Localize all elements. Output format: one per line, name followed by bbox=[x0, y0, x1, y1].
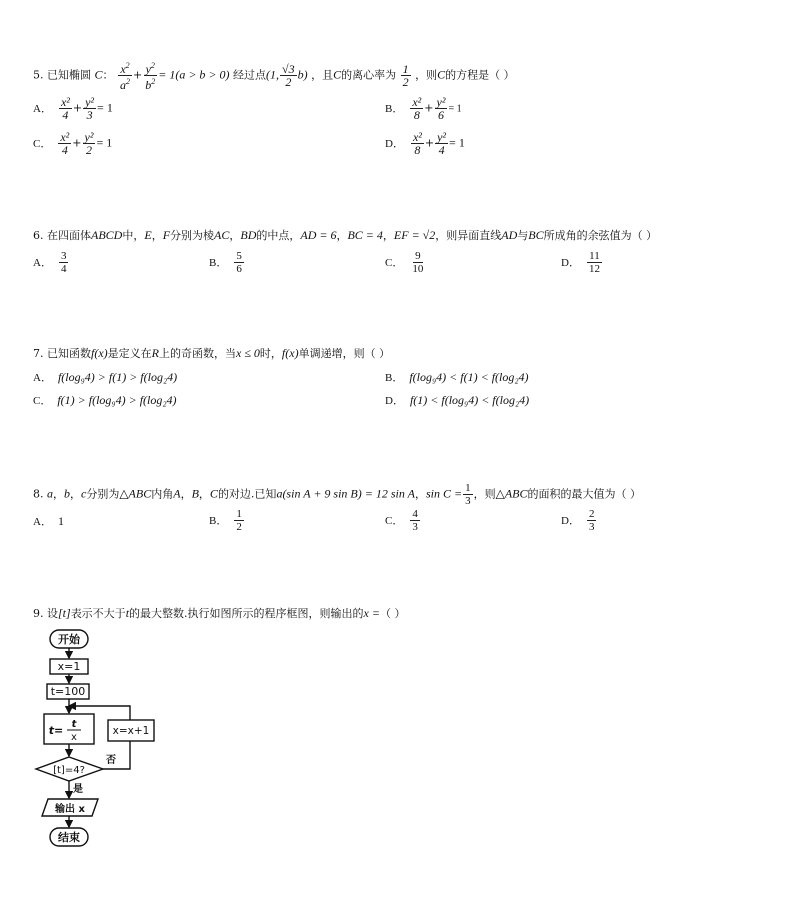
q7-option-a[interactable]: A． f(log₉4) > f(1) > f(log₂4) bbox=[33, 370, 178, 384]
option-label: A． bbox=[33, 102, 52, 115]
q8-stem: 8. a，b，c分别为△ABC内角A，B，C的对边.已知a(sin A + 9 sin B) = 12 sin A，sin C = $\frac{1}{3}$ ，则△ABC的面积的最大值为（ ） bbox=[33, 482, 641, 507]
option-label: D． bbox=[385, 137, 404, 150]
q6-option-d[interactable]: D． $\frac{11}{12}$ bbox=[561, 250, 600, 275]
q7-stem: 7. 已知函数f(x)是定义在R上的奇函数，当x ≤ 0时，f(x)单调递增，则（ ） bbox=[33, 346, 391, 360]
q5-option-d[interactable]: D． $\frac{\text{x²}}{8}$ + $\frac{\text{y²}}{4}$ = 1 bbox=[385, 130, 465, 157]
option-label: B． bbox=[385, 102, 404, 115]
q5-stem-text-b: 经过点 bbox=[233, 68, 267, 82]
q8-option-b[interactable]: B． $\frac{1}{2}$ bbox=[209, 508, 242, 533]
q8-option-d[interactable]: D． $\frac{2}{3}$ bbox=[561, 508, 595, 533]
q5-stem-text-c: ，且 bbox=[311, 68, 334, 82]
q5-option-b[interactable]: B． $\frac{\text{x²}}{8}$ + $\frac{\text{y²}}{6}$ = 1 bbox=[385, 95, 462, 122]
q8-option-a[interactable]: A． 1 bbox=[33, 514, 64, 528]
q5-ellipse-var-3: C bbox=[437, 67, 446, 82]
q6-option-b[interactable]: B． $\frac{5}{6}$ bbox=[209, 250, 242, 275]
q5-ellipse-var-2: C bbox=[333, 67, 342, 82]
q6-tetra: ABCD bbox=[91, 228, 123, 242]
q5-stem-text-e: 的方程是（ ） bbox=[445, 68, 515, 82]
q7-option-c[interactable]: C． f(1) > f(log₉4) > f(log₂4) bbox=[33, 393, 177, 407]
flow-init-x-label: x=1 bbox=[57, 660, 81, 673]
q5-ellipse-frac-y: $\frac{y^2}{b^2}$ bbox=[145, 61, 156, 92]
q5-point-frac: $\frac{√3}{2}$ bbox=[282, 62, 295, 89]
q5-stem: 5. 已知椭圆 C： $\frac{x^2}{a^2}$ + $\frac{y^2}{b^2}$ = 1(a > b > 0) 经过点(1, $\frac{√3}{2}$ b) ，且C的离心率为 $\frac{1}{2}$ ，则C的方程是（ ） bbox=[33, 61, 515, 92]
option-label: C． bbox=[33, 137, 52, 150]
flow-assign-lhs: t= bbox=[48, 724, 64, 737]
flow-decision-label: [t]=4? bbox=[53, 765, 85, 776]
q5-option-a[interactable]: A． $\frac{\text{x²}}{4}$ + $\frac{\text{y²}}{3}$ = 1 bbox=[33, 95, 113, 122]
q5-ellipse-eq-tail: = 1(a > b > 0) bbox=[158, 67, 230, 82]
q6-stem: 6. 在四面体ABCD中，E，F分别为棱AC，BD的中点，AD = 6，BC = 4，EF = √2，则异面直线AD与BC所成角的余弦值为（ ） bbox=[33, 228, 658, 242]
flow-init-t-label: t=100 bbox=[50, 685, 86, 698]
q7-option-d[interactable]: D． f(1) < f(log₉4) < f(log₂4) bbox=[385, 393, 530, 407]
flow-start-label: 开始 bbox=[58, 633, 80, 646]
flow-end-label: 结束 bbox=[58, 831, 80, 844]
q5-stem-text-a: 5. 已知椭圆 bbox=[33, 68, 91, 82]
flow-assign-den: x bbox=[71, 732, 77, 743]
q8-option-c[interactable]: C． $\frac{4}{3}$ bbox=[385, 508, 418, 533]
q7-option-b[interactable]: B． f(log₉4) < f(1) < f(log₂4) bbox=[385, 370, 529, 384]
q9-stem: 9. 设[t]表示不大于t的最大整数.执行如图所示的程序框图，则输出的x =（ ） bbox=[33, 606, 406, 620]
q5-option-c[interactable]: C． $\frac{\text{x²}}{4}$ + $\frac{\text{y²}}{2}$ = 1 bbox=[33, 130, 113, 157]
q5-stem-text-d: ，则 bbox=[415, 68, 438, 82]
flow-no-label: 否 bbox=[106, 755, 116, 766]
q5-ellipse-var: C bbox=[94, 67, 103, 82]
q5-point-close: b) bbox=[297, 67, 308, 82]
q6-option-c[interactable]: C． $\frac{9}{10}$ bbox=[385, 250, 424, 275]
flow-increment-label: x=x+1 bbox=[112, 725, 150, 737]
q5-point-open: (1, bbox=[266, 67, 280, 82]
flow-assign-num: t bbox=[71, 719, 77, 730]
q5-ellipse-frac-x: $\frac{x^2}{a^2}$ bbox=[120, 61, 131, 92]
flow-output-label: 输出 x bbox=[55, 804, 85, 815]
flow-yes-label: 是 bbox=[73, 784, 83, 795]
q6-option-a[interactable]: A． $\frac{3}{4}$ bbox=[33, 250, 67, 275]
q5-stem-text-c2: 的离心率为 bbox=[341, 68, 397, 82]
q5-ecc-frac: $\frac{1}{2}$ bbox=[402, 62, 409, 89]
